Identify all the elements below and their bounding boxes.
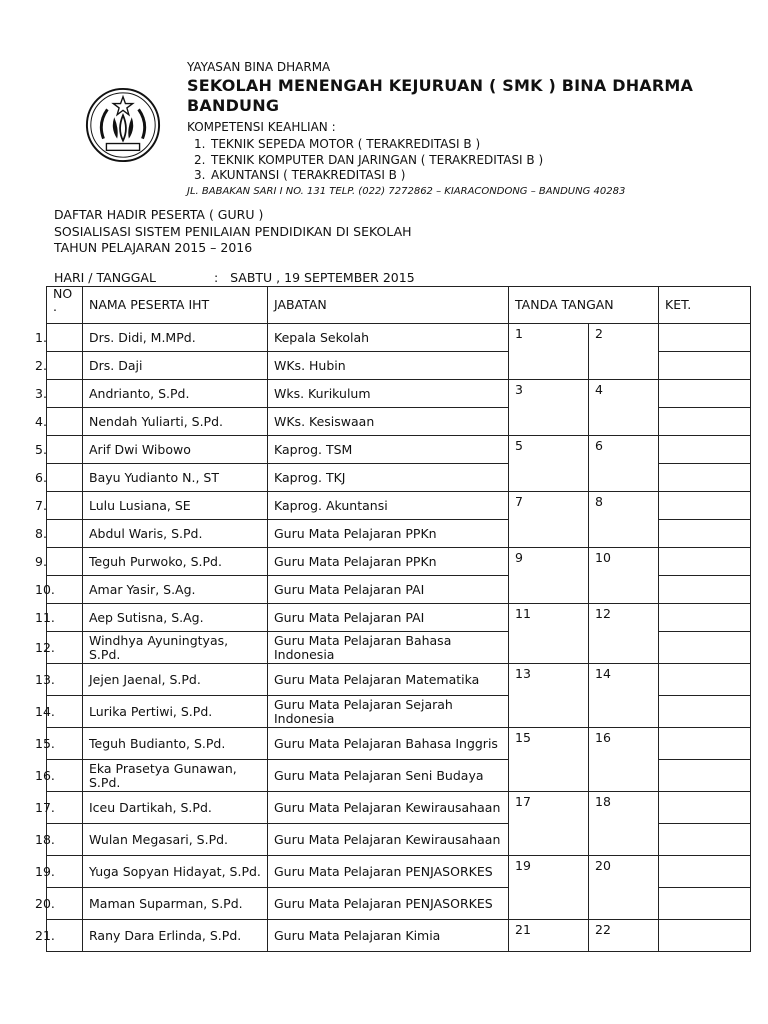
header-jabatan: JABATAN [268,287,509,324]
ket-cell [659,604,751,632]
participant-name: Drs. Didi, M.MPd. [83,324,268,352]
school-address: JL. BABAKAN SARI I NO. 131 TELP. (022) 7272862 – KIARACONDONG – BANDUNG 40283 [187,185,626,197]
kompetensi-item: 2. TEKNIK KOMPUTER DAN JARINGAN ( TERAKREDITASI B ) [194,152,544,167]
row-number-cell [35,696,83,728]
header-no: NO . [47,287,83,324]
participant-name: Lurika Pertiwi, S.Pd. [83,696,268,728]
signature-cell[interactable]: 1 [509,324,589,380]
academic-year: TAHUN PELAJARAN 2015 – 2016 [54,240,253,255]
school-logo-icon [84,86,162,164]
signature-cell[interactable]: 21 [509,920,589,952]
row-number: 1. [35,329,47,345]
participant-position: WKs. Kesiswaan [268,408,509,436]
row-number: 8. [35,525,47,541]
row-number: 9. [35,553,47,569]
header-ket: KET. [659,287,751,324]
table-row [47,380,751,408]
ket-cell [659,696,751,728]
ket-cell [659,824,751,856]
ket-cell [659,520,751,548]
ket-cell [659,856,751,888]
participant-name: Arif Dwi Wibowo [83,436,268,464]
signature-cell[interactable]: 15 [509,728,589,792]
row-number: 3. [35,385,47,401]
row-number: 20. [35,895,55,911]
participant-name: Eka Prasetya Gunawan, S.Pd. [83,760,268,792]
ket-cell [659,576,751,604]
participant-name: Yuga Sopyan Hidayat, S.Pd. [83,856,268,888]
ket-cell [659,352,751,380]
participant-position: Guru Mata Pelajaran Sejarah Indonesia [268,696,509,728]
ket-cell [659,792,751,824]
ket-cell [659,324,751,352]
row-number: 18. [35,831,55,847]
participant-position: Guru Mata Pelajaran Kewirausahaan [268,824,509,856]
signature-cell[interactable]: 3 [509,380,589,436]
participant-position: Guru Mata Pelajaran PENJASORKES [268,888,509,920]
participant-position: WKs. Hubin [268,352,509,380]
row-number-cell [35,792,83,824]
row-number-cell [35,380,83,408]
row-number-cell [35,520,83,548]
participant-name: Windhya Ayuningtyas, S.Pd. [83,632,268,664]
signature-cell[interactable]: 7 [509,492,589,548]
row-number: 19. [35,863,55,879]
foundation-name: YAYASAN BINA DHARMA [187,60,331,74]
row-number-cell [35,664,83,696]
ket-cell [659,548,751,576]
row-number: 21. [35,927,55,943]
signature-cell[interactable]: 9 [509,548,589,604]
row-number-cell [35,408,83,436]
ket-cell [659,920,751,952]
participant-position: Guru Mata Pelajaran Bahasa Inggris [268,728,509,760]
ket-cell [659,632,751,664]
participant-name: Nendah Yuliarti, S.Pd. [83,408,268,436]
table-row [47,728,751,760]
signature-cell[interactable]: 14 [589,664,659,728]
signature-cell[interactable]: 4 [589,380,659,436]
row-number: 14. [35,703,55,719]
row-number: 16. [35,767,55,783]
participant-position: Guru Mata Pelajaran Matematika [268,664,509,696]
participant-name: Jejen Jaenal, S.Pd. [83,664,268,696]
ket-cell [659,664,751,696]
row-number: 4. [35,413,47,429]
signature-cell[interactable]: 11 [509,604,589,664]
kompetensi-item: 3. AKUNTANSI ( TERAKREDITASI B ) [194,168,406,182]
signature-cell[interactable]: 17 [509,792,589,856]
table-row [47,324,751,352]
participant-position: Kaprog. TKJ [268,464,509,492]
signature-cell[interactable]: 19 [509,856,589,920]
signature-cell[interactable]: 2 [589,324,659,380]
ket-cell [659,728,751,760]
ket-cell [659,464,751,492]
table-row [47,604,751,632]
row-number: 15. [35,735,55,751]
row-number-cell [35,576,83,604]
row-number-cell [35,436,83,464]
table-row [47,856,751,888]
participant-position: Guru Mata Pelajaran PPKn [268,548,509,576]
attendance-table [35,286,751,952]
kompetensi-item: 1. TEKNIK SEPEDA MOTOR ( TERAKREDITASI B ) [194,137,481,151]
ket-cell [659,436,751,464]
row-number-cell [35,920,83,952]
table-row [47,664,751,696]
participant-name: Rany Dara Erlinda, S.Pd. [83,920,268,952]
row-number: 10. [35,581,55,597]
participant-name: Teguh Purwoko, S.Pd. [83,548,268,576]
row-number: 2. [35,357,47,373]
table-row [47,492,751,520]
row-number-cell [35,324,83,352]
row-number-cell [35,760,83,792]
participant-position: Guru Mata Pelajaran Kimia [268,920,509,952]
signature-cell[interactable]: 10 [589,548,659,604]
participant-position: Guru Mata Pelajaran Bahasa Indonesia [268,632,509,664]
signature-cell[interactable]: 8 [589,492,659,548]
header-nama: NAMA PESERTA IHT [83,287,268,324]
ket-cell [659,760,751,792]
participant-name: Wulan Megasari, S.Pd. [83,824,268,856]
participant-position: Guru Mata Pelajaran Kewirausahaan [268,792,509,824]
school-name: SEKOLAH MENENGAH KEJURUAN ( SMK ) BINA DHARMA BANDUNG [187,76,694,115]
kompetensi-list [194,137,747,184]
table-row [47,436,751,464]
row-number: 5. [35,441,47,457]
participant-position: Guru Mata Pelajaran PENJASORKES [268,856,509,888]
table-row [47,792,751,824]
signature-cell[interactable]: 22 [589,920,659,952]
row-number: 11. [35,609,55,625]
document-subtitle: SOSIALISASI SISTEM PENILAIAN PENDIDIKAN DI SEKOLAH [54,223,412,239]
participant-name: Amar Yasir, S.Ag. [83,576,268,604]
row-number-cell [35,548,83,576]
signature-cell[interactable]: 20 [589,856,659,920]
header-tanda-tangan: TANDA TANGAN [509,287,659,324]
signature-cell[interactable]: 12 [589,604,659,664]
row-number-cell [35,824,83,856]
signature-cell[interactable]: 6 [589,436,659,492]
participant-name: Abdul Waris, S.Pd. [83,520,268,548]
participant-name: Drs. Daji [83,352,268,380]
date-value: : SABTU , 19 SEPTEMBER 2015 [214,270,415,285]
participant-position: Guru Mata Pelajaran PAI [268,604,509,632]
participant-name: Lulu Lusiana, SE [83,492,268,520]
row-number: 13. [35,671,55,687]
row-number: 6. [35,469,47,485]
participant-position: Kaprog. TSM [268,436,509,464]
participant-position: Kaprog. Akuntansi [268,492,509,520]
signature-cell[interactable]: 13 [509,664,589,728]
row-number-cell [35,492,83,520]
participant-name: Teguh Budianto, S.Pd. [83,728,268,760]
participant-position: Guru Mata Pelajaran Seni Budaya [268,760,509,792]
document-title: DAFTAR HADIR PESERTA ( GURU ) [54,207,264,222]
participant-position: Guru Mata Pelajaran PAI [268,576,509,604]
date-line [54,270,415,286]
ket-cell [659,888,751,920]
signature-cell[interactable]: 18 [589,792,659,856]
row-number-cell [35,352,83,380]
participant-name: Bayu Yudianto N., ST [83,464,268,492]
letterhead [187,60,747,198]
table-row [47,548,751,576]
ket-cell [659,492,751,520]
signature-cell[interactable]: 16 [589,728,659,792]
row-number-cell [35,604,83,632]
row-number-cell [35,464,83,492]
row-number-cell [35,632,83,664]
participant-position: Wks. Kurikulum [268,380,509,408]
ket-cell [659,380,751,408]
table-row [47,920,751,952]
signature-cell[interactable]: 5 [509,436,589,492]
participant-name: Iceu Dartikah, S.Pd. [83,792,268,824]
participant-name: Andrianto, S.Pd. [83,380,268,408]
kompetensi-label: KOMPETENSI KEAHLIAN : [187,120,336,134]
row-number-cell [35,728,83,760]
date-label: HARI / TANGGAL [54,270,156,285]
row-number: 12. [35,639,55,655]
row-number-cell [35,888,83,920]
participant-position: Guru Mata Pelajaran PPKn [268,520,509,548]
ket-cell [659,408,751,436]
row-number: 7. [35,497,47,513]
row-number: 17. [35,799,55,815]
participant-name: Aep Sutisna, S.Ag. [83,604,268,632]
table-header-row [47,287,751,324]
row-number-cell [35,856,83,888]
document-titles [54,207,412,257]
participant-position: Kepala Sekolah [268,324,509,352]
participant-name: Maman Suparman, S.Pd. [83,888,268,920]
